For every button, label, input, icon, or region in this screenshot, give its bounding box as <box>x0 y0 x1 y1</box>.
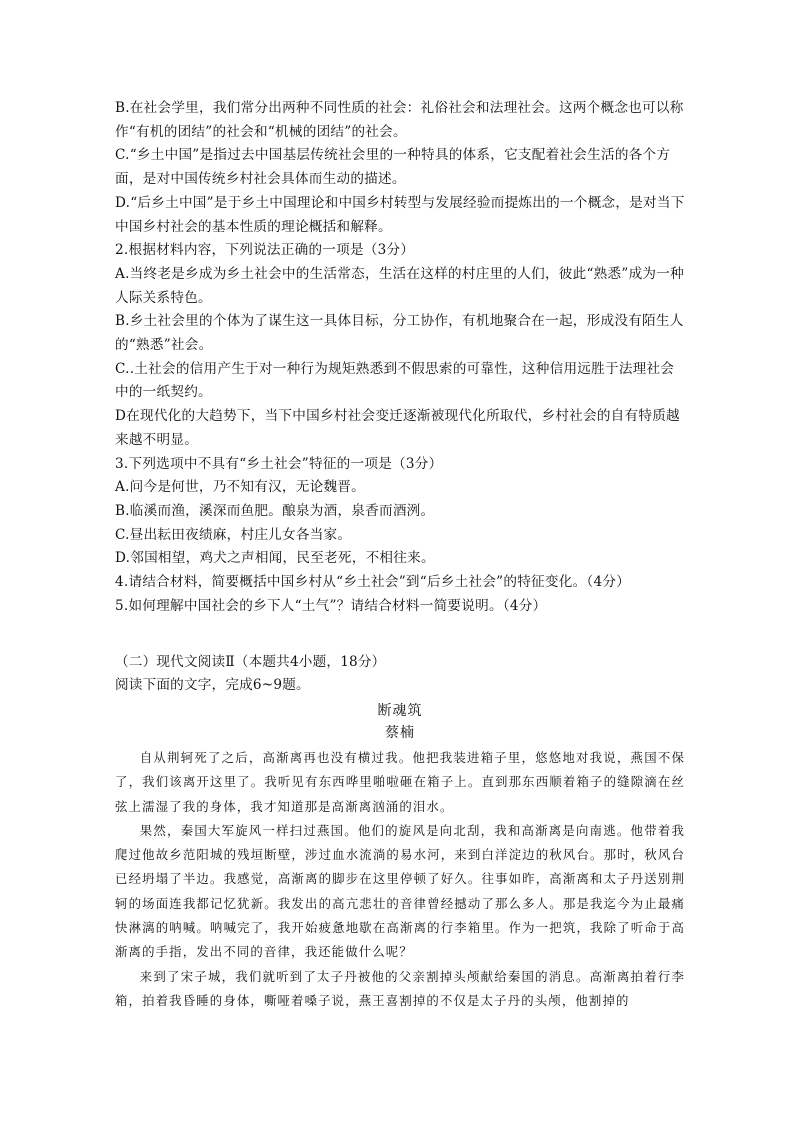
question-5: 5.如何理解中国社会的乡下人“土气”？请结合材料一简要说明。（4分） <box>115 597 547 614</box>
option-3a: A.问今是何世，乃不知有汉，无论魏晋。 <box>115 479 365 496</box>
option-2d: D在现代化的大趋势下，当下中国乡村社会变迁逐渐被现代化所取代，乡村社会的自有特质越来越不明显。 <box>115 408 680 448</box>
section1-question-block <box>115 97 685 618</box>
section2-block <box>115 651 685 1013</box>
story-paragraph: 来到了宋子城，我们就听到了太子丹被他的父亲割掉头颅献给秦国的消息。高渐离拍着行李箱，拍着我昏睡的身体，嘶哑着嗓子说，燕王喜割掉的不仅是太子丹的头颅，他割掉的 <box>115 968 685 1008</box>
story-author: 蔡楠 <box>385 725 415 741</box>
question-3: 3.下列选项中不具有“乡土社会”特征的一项是（3分） <box>115 455 443 472</box>
option-3d: D.邻国相望，鸡犬之声相闻，民至老死，不相往来。 <box>115 550 435 567</box>
option-3b: B.临溪而渔，溪深而鱼肥。酿泉为酒，泉香而酒洌。 <box>115 502 435 519</box>
section2-instruction: 阅读下面的文字，完成6~9题。 <box>115 677 310 693</box>
question-4: 4.请结合材料，简要概括中国乡村从“乡土社会”到“后乡土社会”的特征变化。（4分） <box>115 574 631 591</box>
question-2: 2.根据材料内容，下列说法正确的一项是（3分） <box>115 242 415 259</box>
option-1c: C.“乡土中国”是指过去中国基层传统社会里的一种特具的体系，它支配着社会生活的各个方面，是对中国传统乡村社会具体而生动的描述。 <box>115 147 671 188</box>
story-paragraph: 果然，秦国大军旋风一样扫过燕国。他们的旋风是向北刮，我和高渐离是向南逃。他带着我爬过他故乡范阳城的残垣断壁，涉过血水流淌的易水河，来到白洋淀边的秋风台。那时，秋风台已经坍塌了半边。我感觉，高渐离的脚步在这里停顿了好久。往事如昨，高渐离和太子丹送别荆轲的场面连我都记忆犹新。我发出的高亢悲壮的音律曾经撼动了那么多人。那是我迄今为止最痛快淋漓的呐喊。呐喊完了，我开始疲惫地歇在高渐离的行李箱里。作为一把筑，我除了听命于高渐离的手指，发出不同的音律，我还能做什么呢？ <box>115 822 685 960</box>
option-2b: B.乡土社会里的个体为了谋生这一具体目标，分工协作，有机地聚合在一起，形成没有陌生人的“熟悉”社会。 <box>115 313 684 354</box>
story-title: 断魂筑 <box>377 703 423 719</box>
section2-heading: （二）现代文阅读Ⅱ（本题共4小题，18分） <box>115 654 386 670</box>
option-3c: C.昼出耘田夜绩麻，村庄儿女各当家。 <box>115 526 352 543</box>
option-1d: D.“后乡土中国”是于乡土中国理论和中国乡村转型与发展经验而提炼出的一个概念，是对当下中国乡村社会的基本性质的理论概括和解释。 <box>115 194 685 235</box>
option-1b: B.在社会学里，我们常分出两种不同性质的社会：礼俗社会和法理社会。这两个概念也可以称作“有机的团结”的社会和“机械的团结”的社会。 <box>115 100 684 140</box>
option-2c: C..土社会的信用产生于对一种行为规矩熟悉到不假思索的可靠性，这种信用远胜于法理社会中的一纸契约。 <box>115 360 675 401</box>
option-2a: A.当终老是乡成为乡土社会中的生活常态，生活在这样的村庄里的人们，彼此“熟悉”成为一种人际关系特色。 <box>115 265 684 306</box>
story-paragraph: 自从荆轲死了之后，高渐离再也没有横过我。他把我装进箱子里，悠悠地对我说，燕国不保了，我们该离开这里了。我听见有东西哗里啪啦砸在箱子上。直到那东西顺着箱子的缝隙滴在丝弦上濡湿了我的身体，我才知道那是高渐离汹涌的泪水。 <box>115 750 685 814</box>
